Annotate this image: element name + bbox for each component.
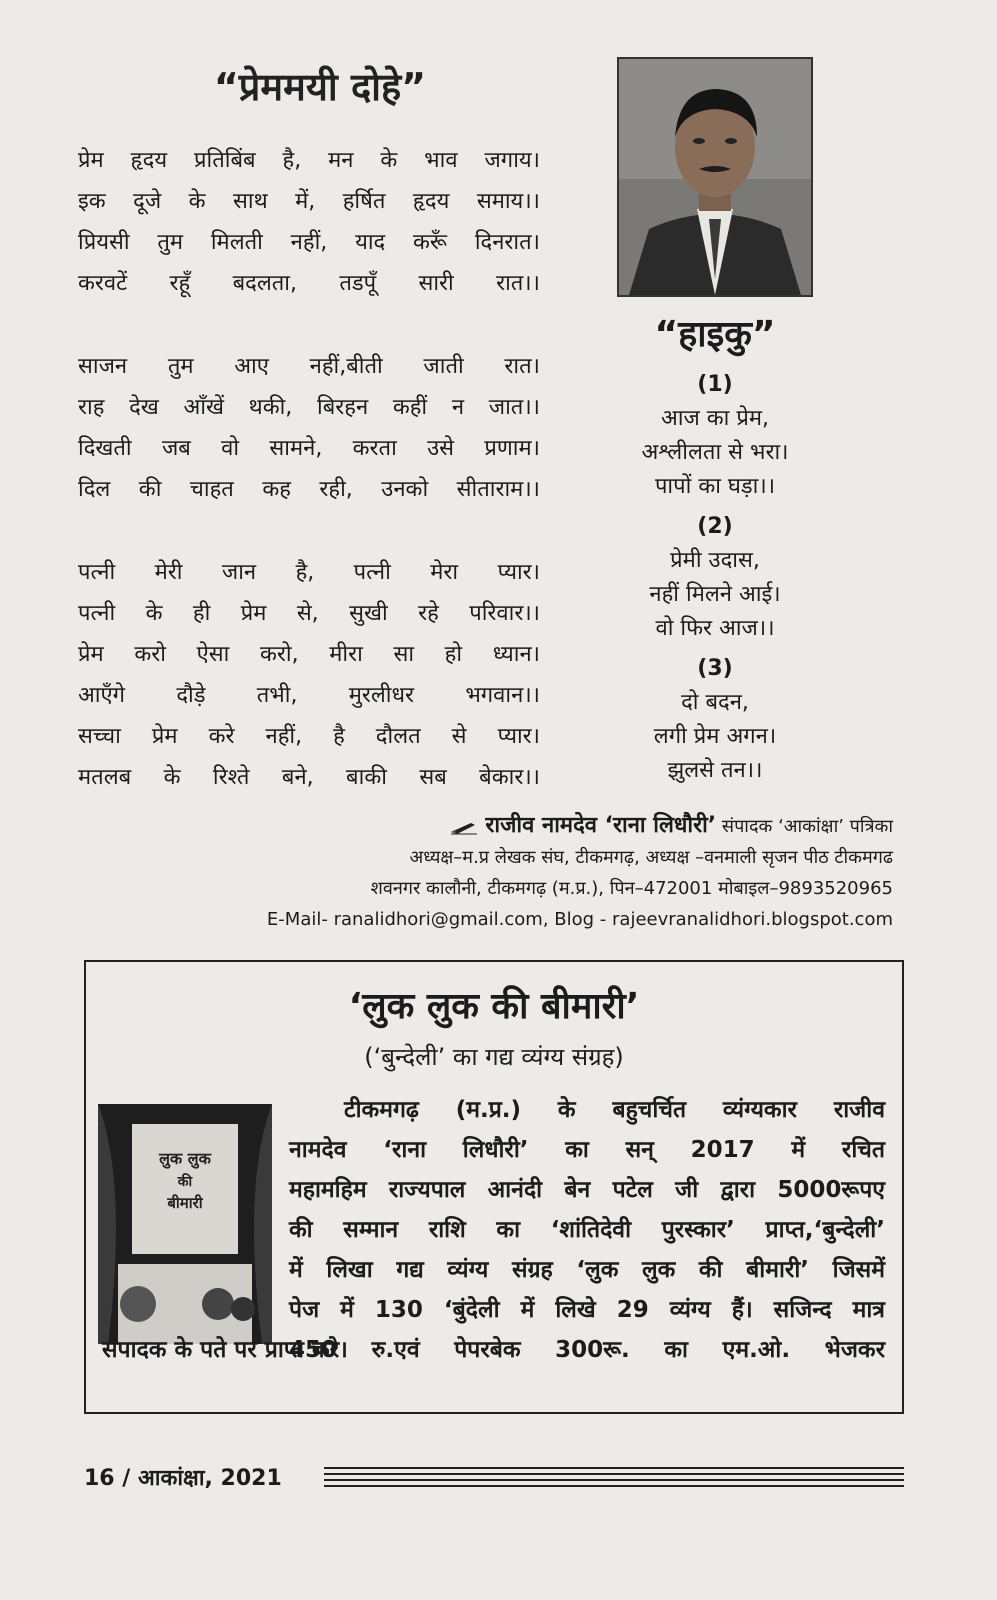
haiku-line: नहीं मिलने आई। (649, 582, 781, 607)
haiku-line: लगी प्रेम अगन। (653, 724, 777, 749)
haiku-line: वो फिर आज।। (655, 616, 775, 641)
haiku-number: (1) (697, 372, 733, 397)
book-description (289, 1090, 885, 1370)
haiku-line: पापों का घड़ा।। (654, 474, 776, 499)
book-cover-illustration (98, 1104, 272, 1344)
haiku-number: (3) (697, 656, 733, 681)
dohe-poem (78, 140, 540, 840)
haiku-title: “हाइकु” (654, 314, 776, 355)
dohe-line: पत्नी मेरी जान है, पत्नी मेरा प्यार। (78, 560, 540, 585)
dohe-stanza (78, 552, 540, 798)
svg-text:की: की (177, 1174, 193, 1190)
haiku-section (605, 368, 825, 794)
haiku-line: प्रेमी उदास, (670, 548, 760, 573)
haiku-line: अश्लीलता से भरा। (641, 440, 789, 465)
dohe-line: आएँगे दौड़े तभी, मुरलीधर भगवान।। (78, 683, 540, 708)
book-subtitle: (‘बुन्देली’ का गद्य व्यंग्य संग्रह) (364, 1043, 624, 1071)
author-contact: E-Mail- ranalidhori@gmail.com, Blog - rajeevranalidhori.blogspot.com (266, 909, 893, 930)
book-desc-line: नामदेव ‘राना लिधौरी’ का सन् 2017 में रचित (289, 1137, 885, 1163)
author-name-line (133, 810, 893, 842)
book-desc-line: की सम्मान राशि का ‘शांतिदेवी पुरस्कार’ प्राप्त,‘बुन्देली’ (289, 1217, 885, 1243)
haiku-item (605, 368, 825, 504)
book-desc-line: टीकमगढ़ (म.प्र.) के बहुचर्चित व्यंग्यकार राजीव (344, 1097, 885, 1123)
book-desc-line: में लिखा गद्य व्यंग्य संग्रह ‘लुक लुक की बीमारी’ जिसमें (289, 1257, 885, 1283)
author-affiliation: अध्यक्ष–म.प्र लेखक संघ, टीकमगढ़, अध्यक्ष –वनमाली सृजन पीठ टीकमगढ (409, 847, 893, 868)
cover-title-text: लुक लुक (159, 1149, 211, 1168)
pen-icon (449, 819, 479, 835)
dohe-line: राह देख आँखें थकी, बिरहन कहीं न जात।। (78, 395, 540, 420)
dohe-line: मतलब के रिश्ते बने, बाकी सब बेकार।। (78, 765, 540, 790)
author-portrait-image (619, 59, 811, 295)
dohe-line: प्रेम करो ऐसा करो, मीरा सा हो ध्यान। (78, 642, 540, 667)
book-desc-line: महामहिम राज्यपाल आनंदी बेन पटेल जी द्वारा 5000रूपए (289, 1177, 885, 1203)
author-role: संपादक ‘आकांक्षा’ पत्रिका (721, 816, 893, 837)
dohe-line: पत्नी के ही प्रेम से, सुखी रहे परिवार।। (78, 601, 540, 626)
svg-text:बीमारी: बीमारी (167, 1194, 203, 1212)
haiku-item (605, 652, 825, 788)
page-footer-label: 16 / आकांक्षा, 2021 (84, 1466, 282, 1491)
footer-rule-lines (324, 1467, 904, 1491)
book-cover-image (98, 1104, 272, 1344)
haiku-line: आज का प्रेम, (660, 406, 770, 431)
author-name: राजीव नामदेव ‘राना लिधौरी’ (485, 813, 717, 838)
book-desc-line: 450 रु.एवं पेपरबेक 300रू. का एम.ओ. भेजकर (289, 1337, 885, 1363)
author-info (133, 810, 893, 935)
dohe-line: प्रियसी तुम मिलती नहीं, याद करूँ दिनरात। (78, 230, 540, 255)
dohe-line: साजन तुम आए नहीं,बीती जाती रात। (78, 354, 540, 379)
dohe-line: करवटें रहूँ बदलता, तडपूँ सारी रात।। (78, 271, 540, 296)
author-photo (617, 57, 813, 297)
dohe-stanza (78, 346, 540, 510)
dohe-stanza (78, 140, 540, 304)
dohe-line: प्रेम हृदय प्रतिबिंब है, मन के भाव जगाय। (78, 148, 540, 173)
haiku-number: (2) (697, 514, 733, 539)
dohe-title: “प्रेममयी दोहे” (213, 65, 427, 109)
book-advert-box (84, 960, 904, 1414)
dohe-line: सच्चा प्रेम करे नहीं, है दौलत से प्यार। (78, 724, 540, 749)
book-desc-line: पेज में 130 ‘बुंदेली में लिखे 29 व्यंग्य हैं। सजिन्द मात्र (289, 1297, 885, 1323)
book-desc-last-line: संपादक के पते पर प्राप्त करे। (102, 1337, 348, 1363)
author-address: शवनगर कालौनी, टीकमगढ़ (म.प्र.), पिन–472001 मोबाइल–9893520965 (370, 878, 893, 899)
haiku-line: झुलसे तन।। (667, 758, 763, 783)
dohe-line: दिल की चाहत कह रही, उनको सीताराम।। (78, 477, 540, 502)
dohe-line: दिखती जब वो सामने, करता उसे प्रणाम। (78, 436, 540, 461)
haiku-item (605, 510, 825, 646)
book-title: ‘लुक लुक की बीमारी’ (348, 986, 640, 1027)
haiku-line: दो बदन, (681, 690, 749, 715)
dohe-line: इक दूजे के साथ में, हर्षित हृदय समाय।। (78, 189, 540, 214)
